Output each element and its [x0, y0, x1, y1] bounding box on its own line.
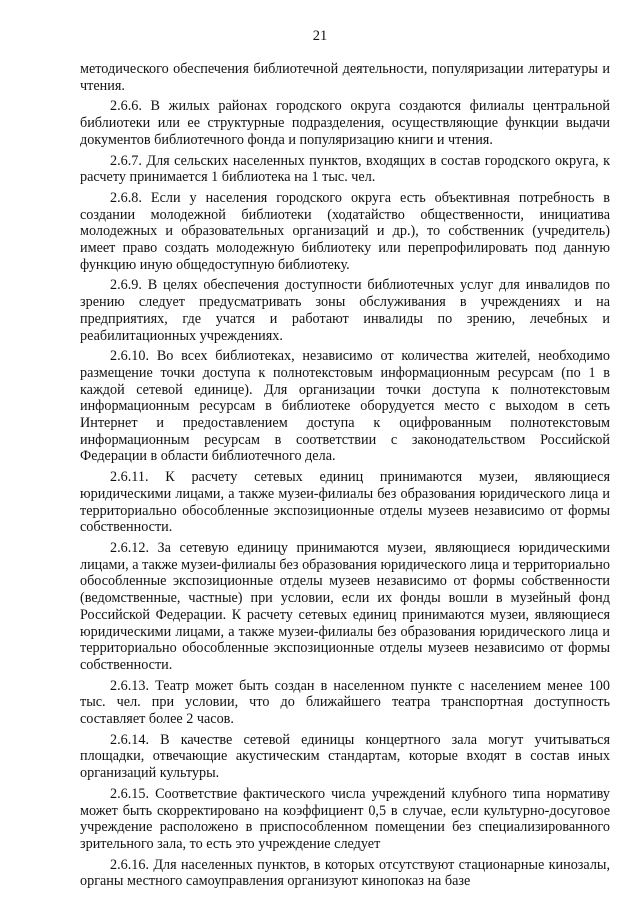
paragraph-2-6-12: 2.6.12. За сетевую единицу принимаются музеи, являющиеся юридическими лицами, а также музеи-филиалы без образования юридического лица и территориально обособленные экспозиционные отделы музеев независимо от формы собственности (ведомственные, частные) при условии, если их фонды вошли в музейный фонд Российской Федерации. К расчету сетевых единиц принимаются музеи, являющиеся юридическими лицами, а также музеи-филиалы без образования юридического лица и территориально обособленные экспозиционные отделы музеев независимо от формы собственности. — [80, 539, 610, 673]
paragraph-continuation: методического обеспечения библиотечной деятельности, популяризации литературы и чтения. — [80, 61, 610, 94]
paragraph-2-6-11: 2.6.11. К расчету сетевых единиц принимаются музеи, являющиеся юридическими лицами, а также музеи-филиалы без образования юридического лица и территориально обособленные экспозиционные отделы музеев независимо от формы собственности. — [80, 469, 610, 536]
paragraph-2-6-8: 2.6.8. Если у населения городского округа есть объективная потребность в создании молодежной библиотеки (ходатайство общественности, инициатива молодежных и образовательных организаций и др.), то собственник (учредитель) имеет право создать молодежную библиотеку или перепрофилировать под данную функцию иную общедоступную библиотеку. — [80, 189, 610, 273]
paragraph-2-6-7: 2.6.7. Для сельских населенных пунктов, входящих в состав городского округа, к расчету принимается 1 библиотека на 1 тыс. чел. — [80, 152, 610, 186]
paragraph-2-6-10: 2.6.10. Во всех библиотеках, независимо от количества жителей, необходимо размещение точки доступа к полнотекстовым информационным ресурсам (по 1 в каждой сетевой единице). Для организации точки доступа к полнотекстовым информационным ресурсам в библиотеке оборудуется место с выходом в сеть Интернет и предоставлением доступа к оцифрованным полнотекстовым информационным ресурсам в соответствии с законодательством Российской Федерации в области библиотечного дела. — [80, 348, 610, 465]
paragraph-2-6-16: 2.6.16. Для населенных пунктов, в которых отсутствуют стационарные кинозалы, органы местного самоуправления организуют кинопоказ на базе — [80, 856, 610, 890]
paragraph-2-6-6: 2.6.6. В жилых районах городского округа создаются филиалы центральной библиотеки или ее структурные подразделения, осуществляющие функции выдачи документов библиотечного фонда и популяризацию книги и чтения. — [80, 98, 610, 148]
paragraph-2-6-13: 2.6.13. Театр может быть создан в населенном пункте с населением менее 100 тыс. чел. при условии, что до ближайшего театра транспортная доступность составляет более 2 часов. — [80, 677, 610, 728]
paragraph-2-6-9: 2.6.9. В целях обеспечения доступности библиотечных услуг для инвалидов по зрению следует предусматривать зоны обслуживания в учреждениях и на предприятиях, где учатся и работают инвалиды по зрению, лечебных и реабилитационных учреждениях. — [80, 277, 610, 344]
paragraph-2-6-14: 2.6.14. В качестве сетевой единицы концертного зала могут учитываться площадки, отвечающие акустическим стандартам, которые входят в состав иных организаций культуры. — [80, 731, 610, 782]
paragraph-2-6-15: 2.6.15. Соответствие фактического числа учреждений клубного типа нормативу может быть скорректировано на коэффициент 0,5 в случае, если культурно-досуговое учреждение расположено в приспособленном помещении без специализированного зрительного зала, то есть это учреждение следует — [80, 785, 610, 852]
document-body — [80, 61, 610, 894]
page-number: 21 — [312, 28, 328, 44]
